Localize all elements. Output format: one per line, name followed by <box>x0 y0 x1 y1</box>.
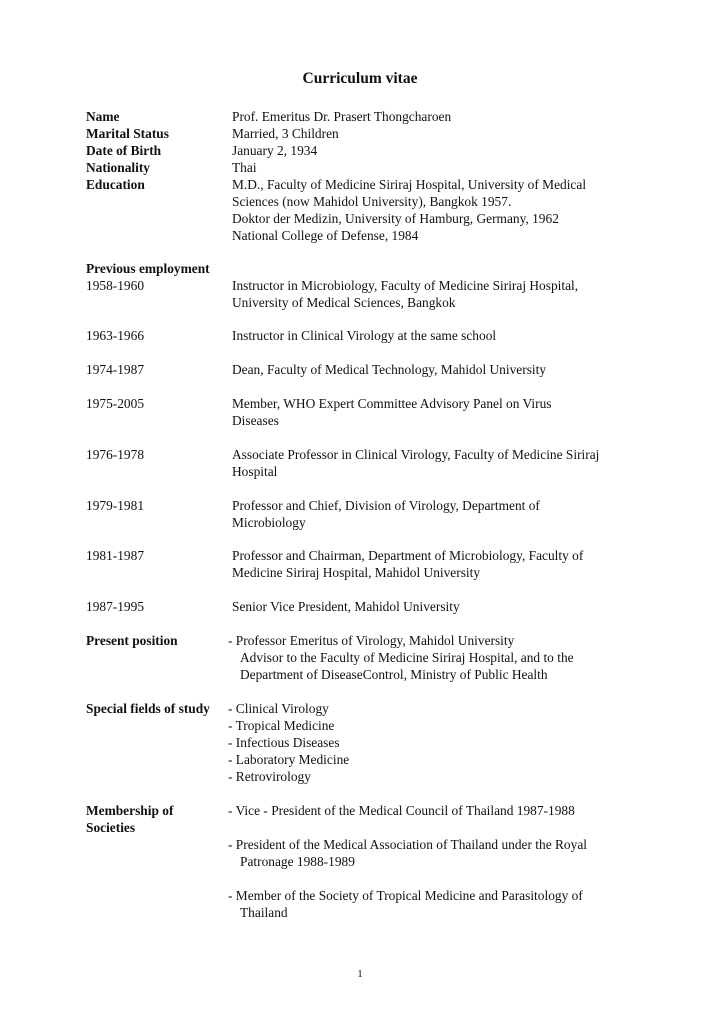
employment-text: Medicine Siriraj Hospital, Mahidol University <box>232 565 481 580</box>
membership-item: - Vice - President of the Medical Council of Thailand 1987-1988 <box>228 803 575 818</box>
employment-text: Dean, Faculty of Medical Technology, Mahidol University <box>232 362 547 377</box>
employment-item <box>86 361 634 378</box>
education-line: National College of Defense, 1984 <box>232 228 419 243</box>
marital-status-value: Married, 3 Children <box>232 126 339 141</box>
employment-item <box>86 598 634 615</box>
membership-item-block <box>86 836 634 870</box>
employment-text: Senior Vice President, Mahidol University <box>232 599 460 614</box>
marital-status-label: Marital Status <box>86 126 169 141</box>
employment-years: 1976-1978 <box>86 447 145 462</box>
previous-employment-heading-block <box>86 260 634 277</box>
date-of-birth-value: January 2, 1934 <box>232 143 318 158</box>
date-of-birth-label: Date of Birth <box>86 143 162 158</box>
name-value: Prof. Emeritus Dr. Prasert Thongcharoen <box>232 109 452 124</box>
membership-label-line: Membership of <box>86 803 174 818</box>
employment-text: Microbiology <box>232 515 306 530</box>
membership-item-block <box>86 887 634 921</box>
personal-details <box>86 108 634 244</box>
special-field-item: - Clinical Virology <box>228 701 329 716</box>
education-line: Doktor der Medizin, University of Hamburg, Germany, 1962 <box>232 211 559 226</box>
education-line: Sciences (now Mahidol University), Bangkok 1957. <box>232 194 512 209</box>
employment-item <box>86 327 634 344</box>
employment-item <box>86 446 634 480</box>
previous-employment-heading: Previous employment <box>86 261 210 276</box>
present-position-line: Department of DiseaseControl, Ministry of Public Health <box>240 667 548 682</box>
employment-item <box>86 395 634 429</box>
name-label: Name <box>86 109 120 124</box>
employment-years: 1987-1995 <box>86 599 145 614</box>
present-position-line: Advisor to the Faculty of Medicine Siriraj Hospital, and to the <box>240 650 574 665</box>
employment-years: 1979-1981 <box>86 498 145 513</box>
employment-text: Associate Professor in Clinical Virology, Faculty of Medicine Siriraj <box>232 447 600 462</box>
employment-text: Hospital <box>232 464 278 479</box>
employment-text: Instructor in Clinical Virology at the same school <box>232 328 497 343</box>
membership-item: - President of the Medical Association of Thailand under the Royal <box>228 837 587 852</box>
page-number: 1 <box>357 968 363 980</box>
employment-item <box>86 547 634 581</box>
membership-item: - Member of the Society of Tropical Medicine and Parasitology of <box>228 888 583 903</box>
employment-years: 1974-1987 <box>86 362 145 377</box>
nationality-label: Nationality <box>86 160 150 175</box>
name-row <box>86 108 634 125</box>
special-field-item: - Tropical Medicine <box>228 718 335 733</box>
special-fields-label: Special fields of study <box>86 701 210 716</box>
education-line: M.D., Faculty of Medicine Siriraj Hospital, University of Medical <box>232 177 587 192</box>
date-of-birth-row <box>86 142 634 159</box>
employment-text: University of Medical Sciences, Bangkok <box>232 295 456 310</box>
employment-years: 1975-2005 <box>86 396 145 411</box>
membership-label-line: Societies <box>86 820 136 835</box>
employment-years: 1981-1987 <box>86 548 145 563</box>
employment-text: Professor and Chief, Division of Virology, Department of <box>232 498 540 513</box>
marital-status-row <box>86 125 634 142</box>
present-position-section <box>86 632 634 683</box>
membership-item: Thailand <box>240 905 288 920</box>
employment-text: Instructor in Microbiology, Faculty of Medicine Siriraj Hospital, <box>232 278 579 293</box>
education-row <box>86 176 634 244</box>
nationality-row <box>86 159 634 176</box>
employment-text: Professor and Chairman, Department of Microbiology, Faculty of <box>232 548 584 563</box>
employment-years: 1963-1966 <box>86 328 145 343</box>
special-field-item: - Laboratory Medicine <box>228 752 350 767</box>
employment-text: Member, WHO Expert Committee Advisory Panel on Virus <box>232 396 552 411</box>
membership-label <box>86 802 173 836</box>
special-fields-section <box>86 700 634 785</box>
membership-section <box>86 802 634 835</box>
employment-item <box>86 497 634 531</box>
document-title: Curriculum vitae <box>302 70 418 87</box>
education-label: Education <box>86 177 145 192</box>
special-field-item: - Infectious Diseases <box>228 735 340 750</box>
present-position-line: - Professor Emeritus of Virology, Mahidol University <box>228 633 515 648</box>
nationality-value: Thai <box>232 160 257 175</box>
special-field-item: - Retrovirology <box>228 769 311 784</box>
present-position-label: Present position <box>86 633 178 648</box>
employment-item <box>86 277 634 311</box>
membership-item: Patronage 1988-1989 <box>240 854 355 869</box>
employment-text: Diseases <box>232 413 279 428</box>
employment-years: 1958-1960 <box>86 278 145 293</box>
